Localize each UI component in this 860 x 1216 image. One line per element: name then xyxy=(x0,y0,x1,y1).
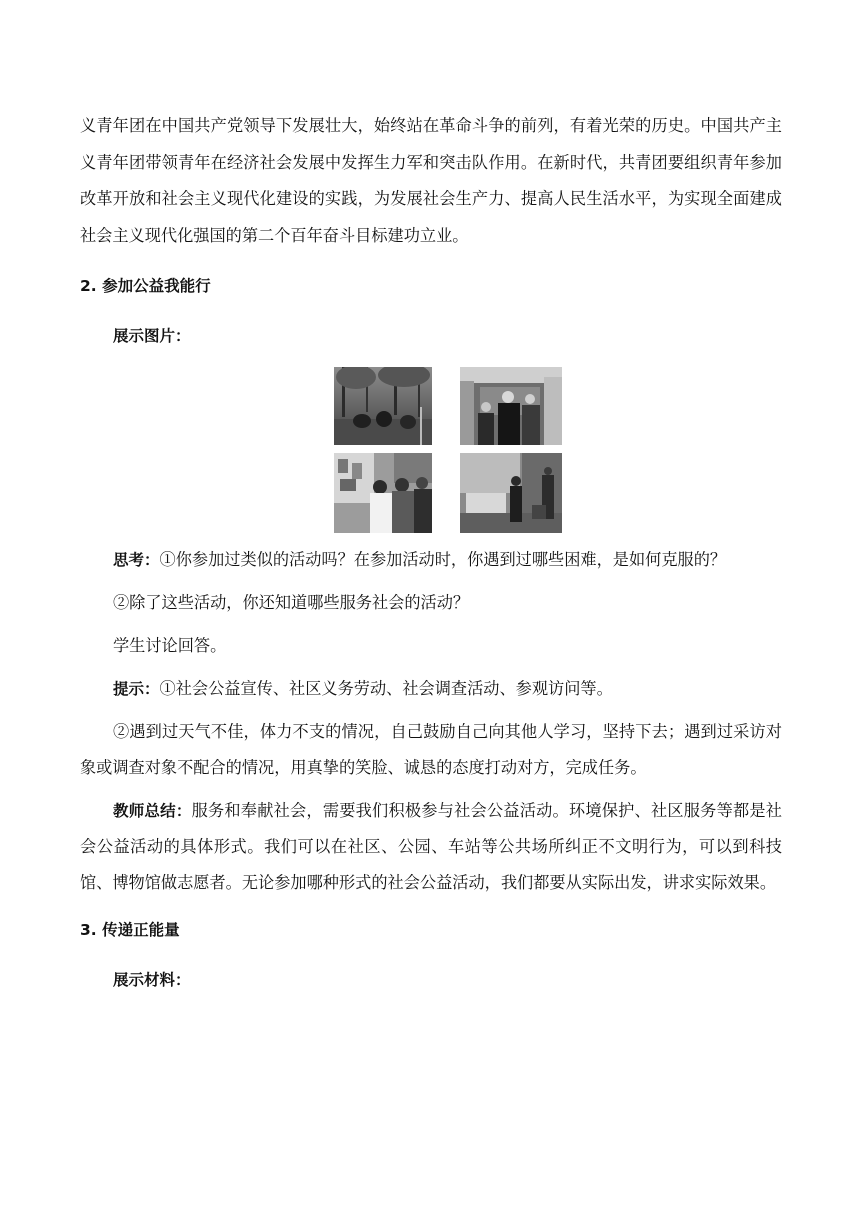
hint-label: 提示： xyxy=(113,680,160,698)
document-body xyxy=(80,108,782,998)
photo-grid xyxy=(334,367,562,533)
hint-2: ②遇到过天气不佳，体力不支的情况，自己鼓励自己向其他人学习，坚持下去；遇到过采访对象或调查对象不配合的情况，用真挚的笑脸、诚恳的态度打动对方，完成任务。 xyxy=(80,722,782,777)
photo-tree-planting xyxy=(334,367,432,445)
hint-1 xyxy=(80,671,782,707)
think-question-1 xyxy=(80,542,782,578)
hint-1-text: ①社会公益宣传、社区义务劳动、社会调查活动、参观访问等。 xyxy=(159,679,613,698)
photo-home-visit xyxy=(460,453,562,533)
student-discussion: 学生讨论回答。 xyxy=(113,636,227,655)
summary-label: 教师总结： xyxy=(113,802,192,820)
section-3-heading: 3. 传递正能量 xyxy=(80,921,180,939)
intro-paragraph: 义青年团在中国共产党领导下发展壮大，始终站在革命斗争的前列，有着光荣的历史。中国共产主义青年团带领青年在经济社会发展中发挥生力军和突击队作用。在新时代，共青团要组织青年参加改革开放和社会主义现代化建设的实践，为发展社会生产力、提高人民生活水平，为实现全面建成社会主义现代化强国的第二个百年奋斗目标建功立业。 xyxy=(80,116,782,245)
teacher-summary xyxy=(80,793,782,901)
summary-text: 服务和奉献社会，需要我们积极参与社会公益活动。环境保护、社区服务等都是社会公益活动的具体形式。我们可以在社区、公园、车站等公共场所纠正不文明行为，可以到科技馆、博物馆做志愿者。无论参加哪种形式的社会公益活动，我们都要从实际出发，讲求实际效果。 xyxy=(80,801,782,892)
think-question-2: ②除了这些活动，你还知道哪些服务社会的活动？ xyxy=(113,593,470,612)
think-label: 思考： xyxy=(113,551,160,569)
section-2-heading: 2. 参加公益我能行 xyxy=(80,277,211,295)
think-question-1-text: ①你参加过类似的活动吗？在参加活动时，你遇到过哪些困难，是如何克服的？ xyxy=(159,550,727,569)
show-materials-label: 展示材料： xyxy=(113,971,191,989)
show-pictures-label: 展示图片： xyxy=(113,327,191,345)
photo-street-volunteers xyxy=(334,453,432,533)
photo-subway-volunteers xyxy=(460,367,562,445)
